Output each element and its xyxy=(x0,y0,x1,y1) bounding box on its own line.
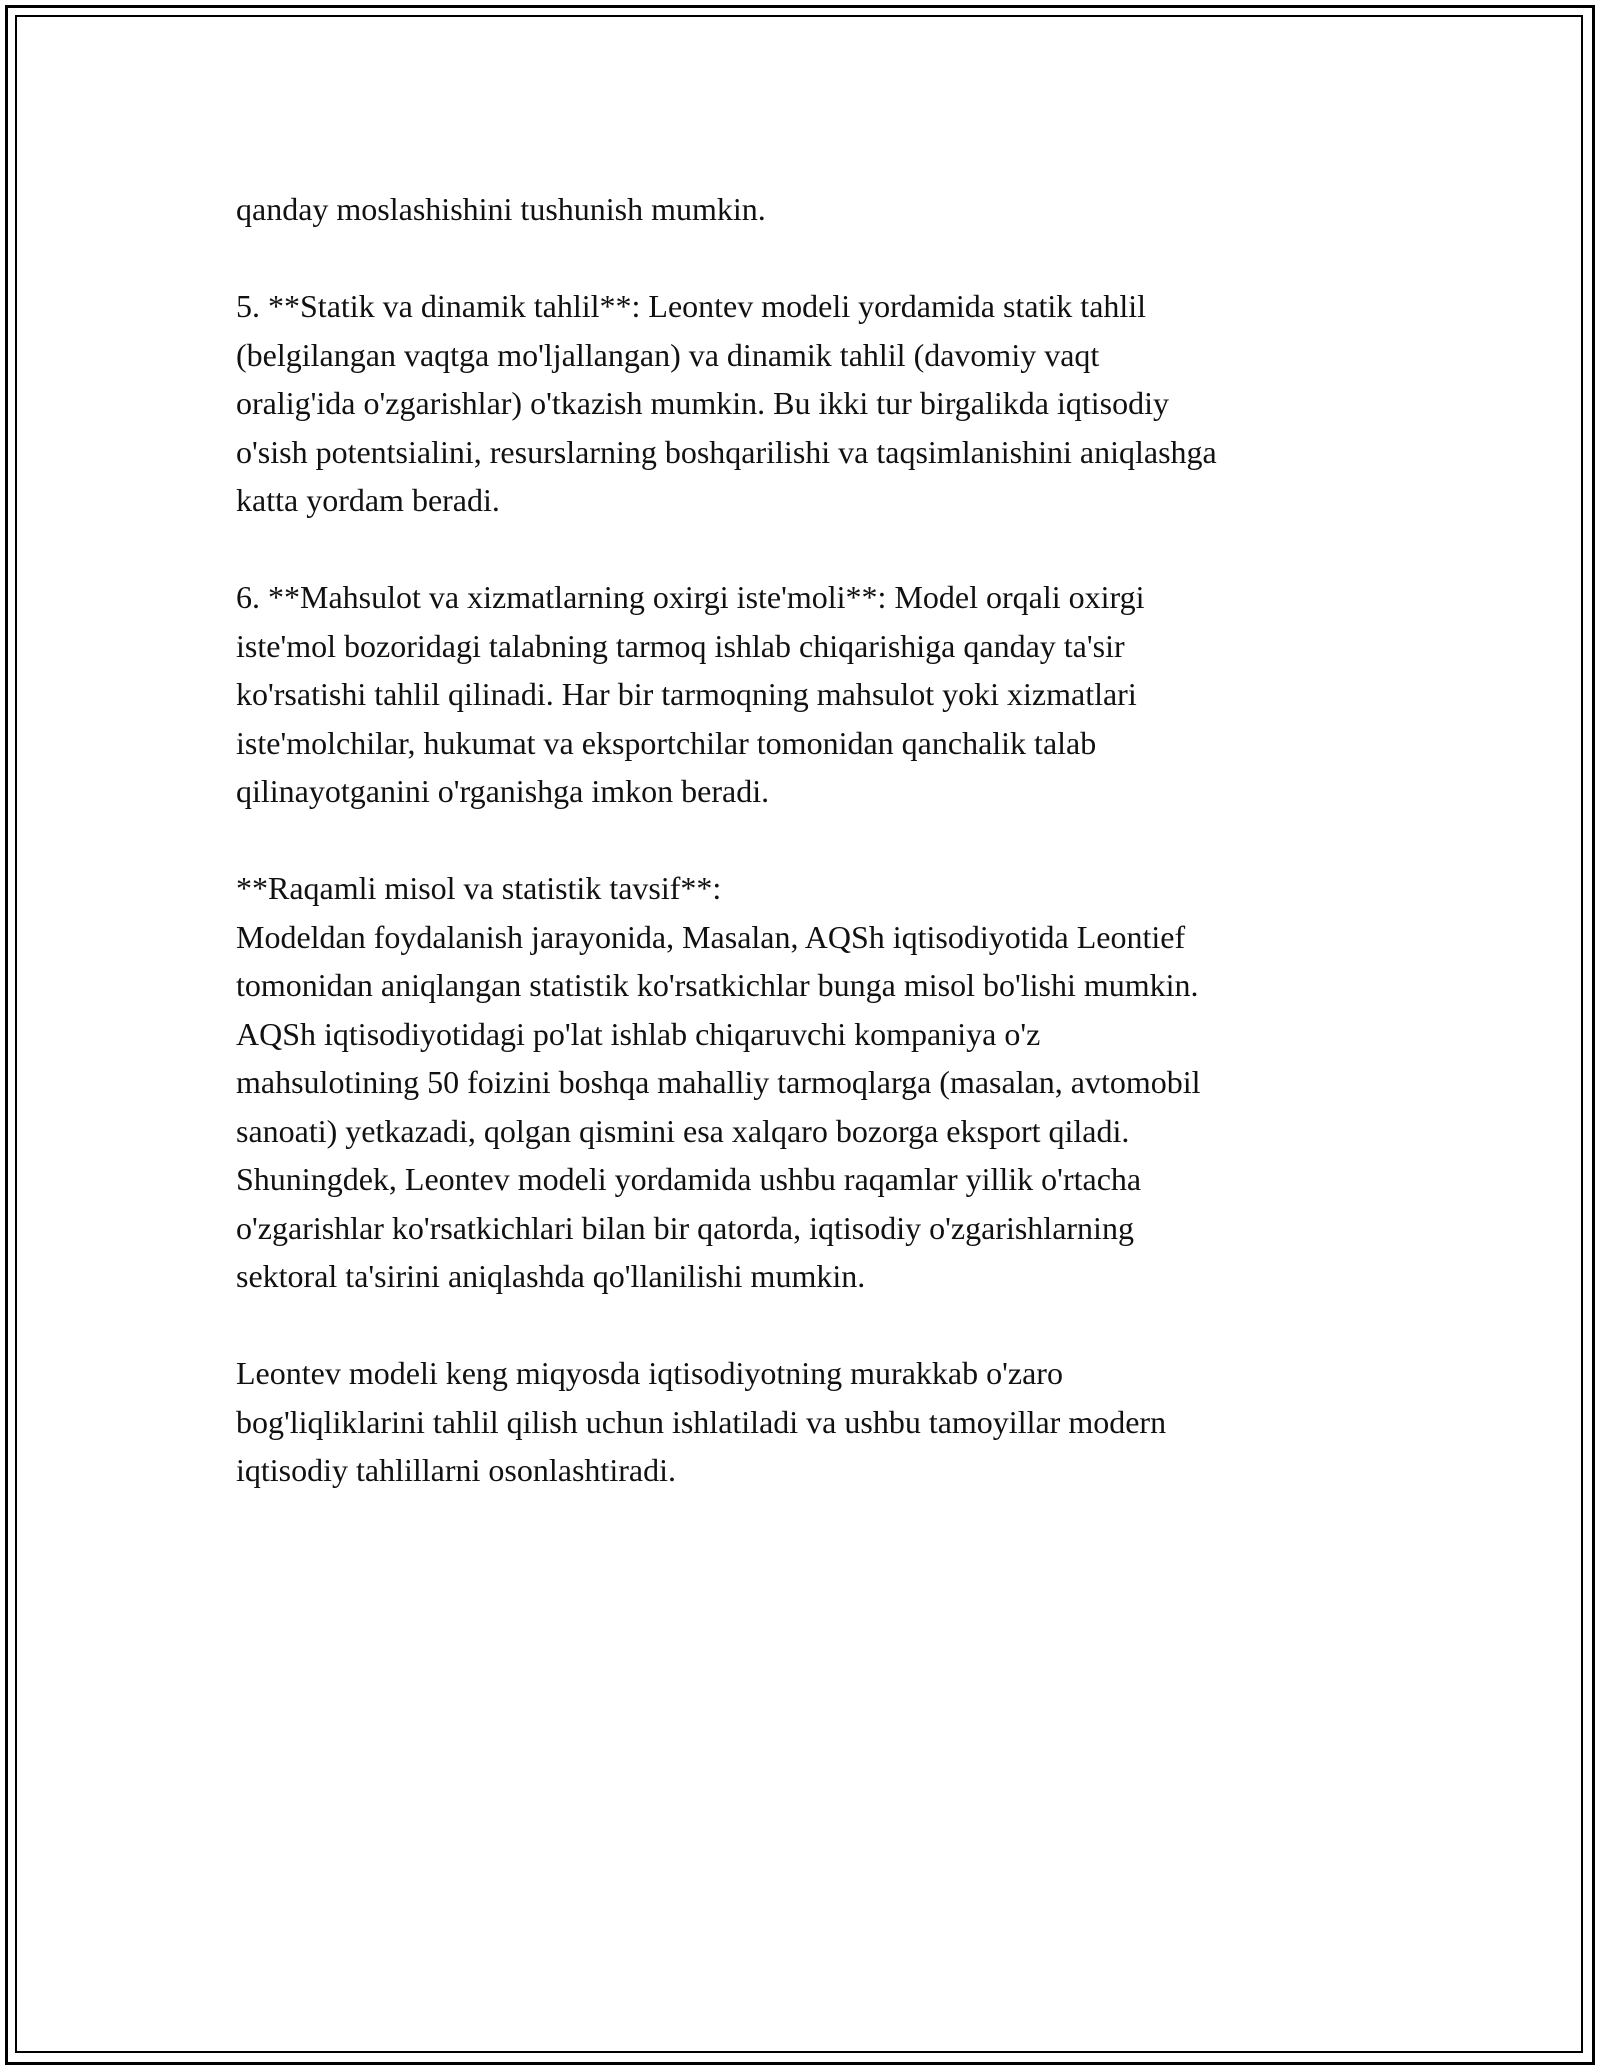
text-line: Shuningdek, Leontev modeli yordamida ushbu raqamlar yillik o'rtacha xyxy=(236,1161,1142,1197)
text-line: katta yordam beradi. xyxy=(236,482,500,518)
text-line: 6. **Mahsulot va xizmatlarning oxirgi iste'moli**: Model orqali oxirgi xyxy=(236,579,1145,615)
text-line: 5. **Statik va dinamik tahlil**: Leontev modeli yordamida statik tahlil xyxy=(236,288,1147,324)
text-line: oralig'ida o'zgarishlar) o'tkazish mumkin. Bu ikki tur birgalikda iqtisodiy xyxy=(236,385,1169,421)
text-line: o'zgarishlar ko'rsatkichlari bilan bir qatorda, iqtisodiy o'zgarishlarning xyxy=(236,1209,1134,1246)
text-line: mahsulotining 50 foizini boshqa mahalliy tarmoqlarga (masalan, avtomobil xyxy=(236,1064,1201,1100)
text-line: tomonidan aniqlangan statistik ko'rsatkichlar bunga misol bo'lishi mumkin. xyxy=(236,967,1199,1003)
text-line: sanoati) yetkazadi, qolgan qismini esa xalqaro bozorga eksport qiladi. xyxy=(236,1112,1130,1149)
paragraph-gap xyxy=(236,1301,1366,1350)
paragraph-gap xyxy=(236,816,1366,865)
paragraph-gap xyxy=(236,234,1366,283)
text-line: Modeldan foydalanish jarayonida, Masalan, AQSh iqtisodiyotida Leontief xyxy=(236,918,1186,955)
text-line: AQSh iqtisodiyotidagi po'lat ishlab chiqaruvchi kompaniya o'z xyxy=(236,1015,1041,1052)
text-line: iste'mol bozoridagi talabning tarmoq ishlab chiqarishiga qanday ta'sir xyxy=(236,627,1125,664)
text-line: sektoral ta'sirini aniqlashda qo'llanilishi mumkin. xyxy=(236,1258,866,1294)
text-line: iqtisodiy tahlillarni osonlashtiradi. xyxy=(236,1452,676,1488)
text-line: **Raqamli misol va statistik tavsif**: xyxy=(236,870,722,906)
text-line: (belgilangan vaqtga mo'ljallangan) va dinamik tahlil (davomiy vaqt xyxy=(236,336,1100,373)
text-line: ko'rsatishi tahlil qilinadi. Har bir tarmoqning mahsulot yoki xizmatlari xyxy=(236,676,1137,712)
paragraph-gap xyxy=(236,525,1366,574)
document-body xyxy=(236,185,1366,1495)
text-line: Leontev modeli keng miqyosda iqtisodiyotning murakkab o'zaro xyxy=(236,1355,1063,1391)
text-line: bog'liqliklarini tahlil qilish uchun ishlatiladi va ushbu tamoyillar modern xyxy=(236,1403,1167,1440)
text-line: iste'molchilar, hukumat va eksportchilar tomonidan qanchalik talab xyxy=(236,724,1097,761)
text-line: qilinayotganini o'rganishga imkon beradi. xyxy=(236,773,770,809)
text-line: qanday moslashishini tushunish mumkin. xyxy=(236,191,766,227)
text-line: o'sish potentsialini, resurslarning boshqarilishi va taqsimlanishini aniqlashga xyxy=(236,433,1217,470)
